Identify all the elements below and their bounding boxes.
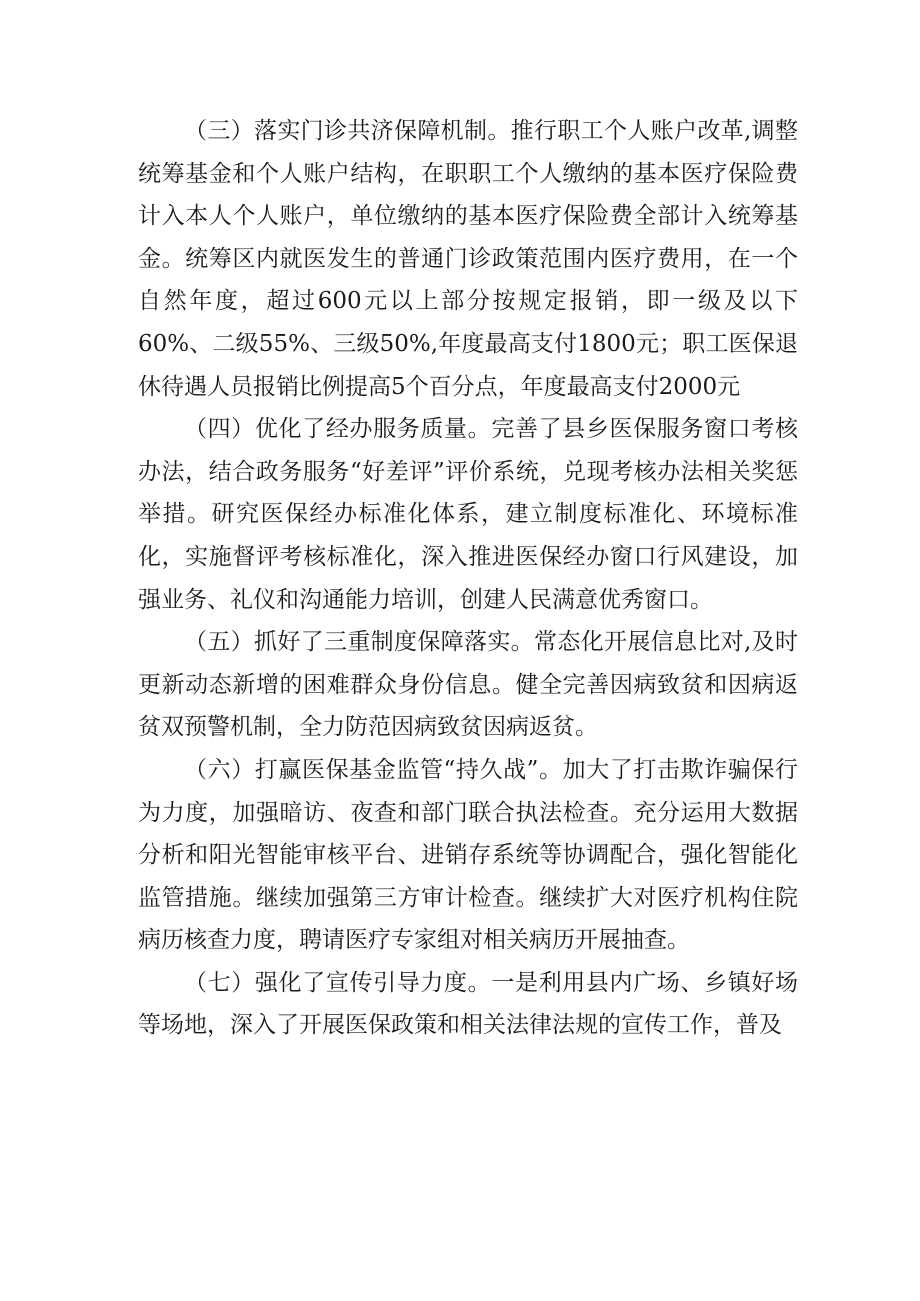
paragraph-outpatient-mutual-aid: （三）落实门诊共济保障机制。推行职工个人账户改革,调整统筹基金和个人账户结构，在职职工个人缴纳的基本医疗保险费计入本人个人账户，单位缴纳的基本医疗保险费全部计入统筹基金。统筹区内就医发生的普通门诊政策范围内医疗费用，在一个自然年度，超过600元以上部分按规定报销，即一级及以下60%、二级55%、三级50%,年度最高支付1800元；职工医保退休待遇人员报销比例提高5个百分点，年度最高支付2000元 [138,118,798,400]
paragraph-fund-supervision: （六）打赢医保基金监管“持久战”。加大了打击欺诈骗保行为力度，加强暗访、夜查和部门联合执法检查。充分运用大数据分析和阳光智能审核平台、进销存系统等协调配合，强化智能化监管措施。继续加强第三方审计检查。继续扩大对医疗机构住院病历核查力度，聘请医疗专家组对相关病历开展抽查。 [138,756,798,954]
document-body [138,110,798,1047]
paragraph-triple-guarantee: （五）抓好了三重制度保障落实。常态化开展信息比对,及时更新动态新增的困难群众身份信息。健全完善因病致贫和因病返贫双预警机制，全力防范因病致贫因病返贫。 [138,629,798,741]
paragraph-publicity: （七）强化了宣传引导力度。一是利用县内广场、乡镇好场等场地，深入了开展医保政策和相关法律法规的宣传工作，普及 [138,969,798,1039]
paragraph-service-quality: （四）优化了经办服务质量。完善了县乡医保服务窗口考核办法，结合政务服务“好差评”评价系统，兑现考核办法相关奖惩举措。研究医保经办标准化体系，建立制度标准化、环境标准化，实施督评考核标准化，深入推进医保经办窗口行风建设，加强业务、礼仪和沟通能力培训，创建人民满意优秀窗口。 [138,416,798,613]
